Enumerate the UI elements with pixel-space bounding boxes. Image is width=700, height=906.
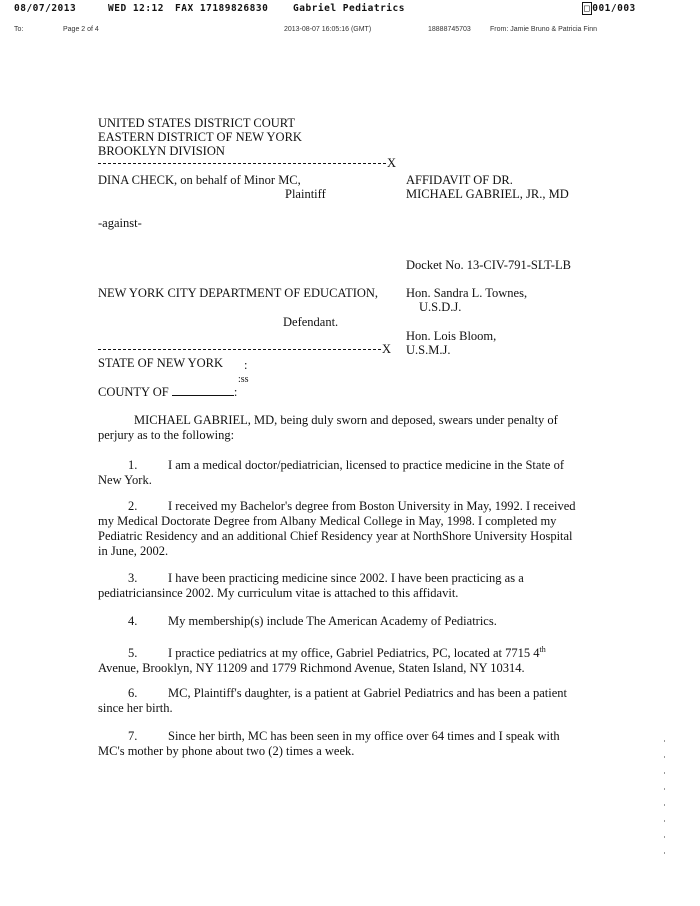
affidavit-title-1: AFFIDAVIT OF DR. (406, 173, 513, 187)
plaintiff-role: Plaintiff (285, 187, 326, 201)
fax-day-time: WED 12:12 (108, 3, 164, 14)
paragraph-1: 1. I am a medical doctor/pediatrician, licensed to practice medicine in the State of New York. (98, 458, 565, 487)
affidavit-title-2: MICHAEL GABRIEL, JR., MD (406, 187, 569, 201)
scan-speck (664, 772, 665, 774)
paragraph-4: 4. My membership(s) include The American Academy of Pediatrics. (128, 614, 497, 628)
against-label: -against- (98, 216, 142, 230)
scan-speck (664, 756, 665, 758)
fax-number: FAX 17189826830 (175, 3, 269, 14)
fax-page-counter: □ 001/003 (584, 3, 636, 14)
paragraph-7: 7. Since her birth, MC has been seen in my office over 64 times and I speak with MC's mother by phone about two (2) times a week. (98, 729, 560, 758)
judge-2-title: U.S.M.J. (406, 343, 451, 357)
fax-page-box-icon: □ (584, 3, 591, 14)
judge-1-name: Hon. Sandra L. Townes, (406, 286, 528, 300)
scan-speck (664, 836, 665, 838)
scan-speck (664, 820, 665, 822)
paragraph-5: 5. I practice pediatrics at my office, Gabriel Pediatrics, PC, located at 7715 4th Avenue, Brooklyn, NY 11209 and 1779 Richmond Avenue, Staten Island, NY 10314. (98, 645, 546, 676)
fax-sub-from-number: 18888745703 (428, 26, 471, 33)
plaintiff-name: DINA CHECK, on behalf of Minor MC, (98, 173, 301, 187)
scan-speck (664, 788, 665, 790)
fax-date: 08/07/2013 (14, 3, 77, 14)
venue-county: COUNTY OF : (98, 385, 238, 399)
county-blank-line (172, 385, 234, 396)
caption-x-bottom: X (382, 342, 392, 356)
venue-state: STATE OF NEW YORK (98, 356, 224, 370)
venue-ss: :ss (238, 374, 249, 385)
judge-1-title: U.S.D.J. (419, 300, 462, 314)
paragraph-6: 6. MC, Plaintiff's daughter, is a patient at Gabriel Pediatrics and has been a patient since her birth. (98, 686, 567, 715)
fax-sender: Gabriel Pediatrics (293, 3, 405, 14)
paragraph-2: 2. I received my Bachelor's degree from Boston University in May, 1992. I received my Medical Doctorate Degree from Albany Medical College in May, 1998. I completed my Pediatric Residency and an additional Chief Residency year at NorthShore University Hospital in June, 2002. (98, 499, 576, 558)
caption-rule-bottom (98, 349, 381, 350)
fax-sub-from: From: Jamie Bruno & Patricia Finn (490, 26, 597, 33)
defendant-name: NEW YORK CITY DEPARTMENT OF EDUCATION, (98, 286, 379, 300)
paragraph-3: 3. I have been practicing medicine since 2002. I have been practicing as a pediatriciansince 2002. My curriculum vitae is attached to this affidavit. (98, 571, 524, 600)
defendant-role: Defendant. (283, 315, 339, 329)
docket-number: Docket No. 13-CIV-791-SLT-LB (406, 258, 571, 272)
caption-x-top: X (387, 156, 397, 170)
scan-speck (664, 740, 665, 742)
fax-sub-to: To: (14, 26, 24, 33)
court-line-1: UNITED STATES DISTRICT COURT (98, 116, 295, 130)
fax-sub-page: Page 2 of 4 (63, 26, 99, 33)
venue-colon-1: : (244, 358, 248, 372)
intro-paragraph: MICHAEL GABRIEL, MD, being duly sworn and deposed, swears under penalty of perjury as to the following: (98, 413, 558, 442)
judge-2-name: Hon. Lois Bloom, (406, 329, 497, 343)
scan-speck (664, 804, 665, 806)
fax-sub-timestamp: 2013-08-07 16:05:16 (GMT) (284, 26, 372, 33)
court-line-2: EASTERN DISTRICT OF NEW YORK (98, 130, 302, 144)
scan-speck (664, 852, 665, 854)
caption-rule-top (98, 163, 386, 164)
court-line-3: BROOKLYN DIVISION (98, 144, 225, 158)
